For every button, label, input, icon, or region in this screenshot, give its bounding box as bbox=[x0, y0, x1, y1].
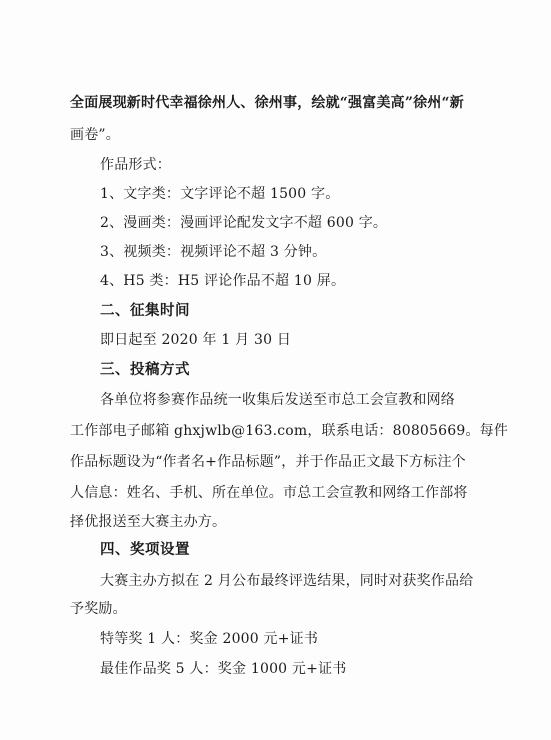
submission-line-1: 各单位将参赛作品统一收集后发送至市总工会宣教和网络 bbox=[100, 392, 455, 408]
prize-grand: 特等奖 1 人：奖金 2000 元+证书 bbox=[100, 631, 319, 647]
form-item-comic: 2、漫画类：漫画评论配发文字不超 600 字。 bbox=[100, 215, 388, 231]
submission-line-5: 择优报送至大赛主办方。 bbox=[70, 514, 227, 530]
forms-title: 作品形式： bbox=[100, 157, 171, 173]
submission-line-4: 人信息：姓名、手机、所在单位。市总工会宣教和网络工作部将 bbox=[70, 485, 468, 501]
collection-period: 即日起至 2020 年 1 月 30 日 bbox=[100, 332, 292, 348]
intro-line-2: 画卷”。 bbox=[70, 127, 120, 143]
section-heading-time: 二、征集时间 bbox=[100, 303, 190, 319]
form-item-text: 1、文字类：文字评论不超 1500 字。 bbox=[100, 186, 340, 202]
section-heading-awards: 四、奖项设置 bbox=[100, 542, 190, 558]
form-item-video: 3、视频类：视频评论不超 3 分钟。 bbox=[100, 244, 327, 260]
intro-line-1: 全面展现新时代幸福徐州人、徐州事，绘就“强富美高”徐州“新 bbox=[70, 95, 464, 111]
awards-line-2: 予奖励。 bbox=[70, 601, 127, 617]
section-heading-submission: 三、投稿方式 bbox=[100, 362, 190, 378]
prize-best-work: 最佳作品奖 5 人：奖金 1000 元+证书 bbox=[100, 661, 347, 677]
submission-line-3: 作品标题设为“作者名+作品标题”，并于作品正文最下方标注个 bbox=[70, 454, 466, 470]
awards-line-1: 大赛主办方拟在 2 月公布最终评选结果，同时对获奖作品给 bbox=[100, 573, 474, 589]
form-item-h5: 4、H5 类：H5 评论作品不超 10 屏。 bbox=[100, 273, 346, 289]
submission-line-2: 工作部电子邮箱 ghxjwlb@163.com，联系电话：80805669。每件 bbox=[70, 423, 509, 439]
